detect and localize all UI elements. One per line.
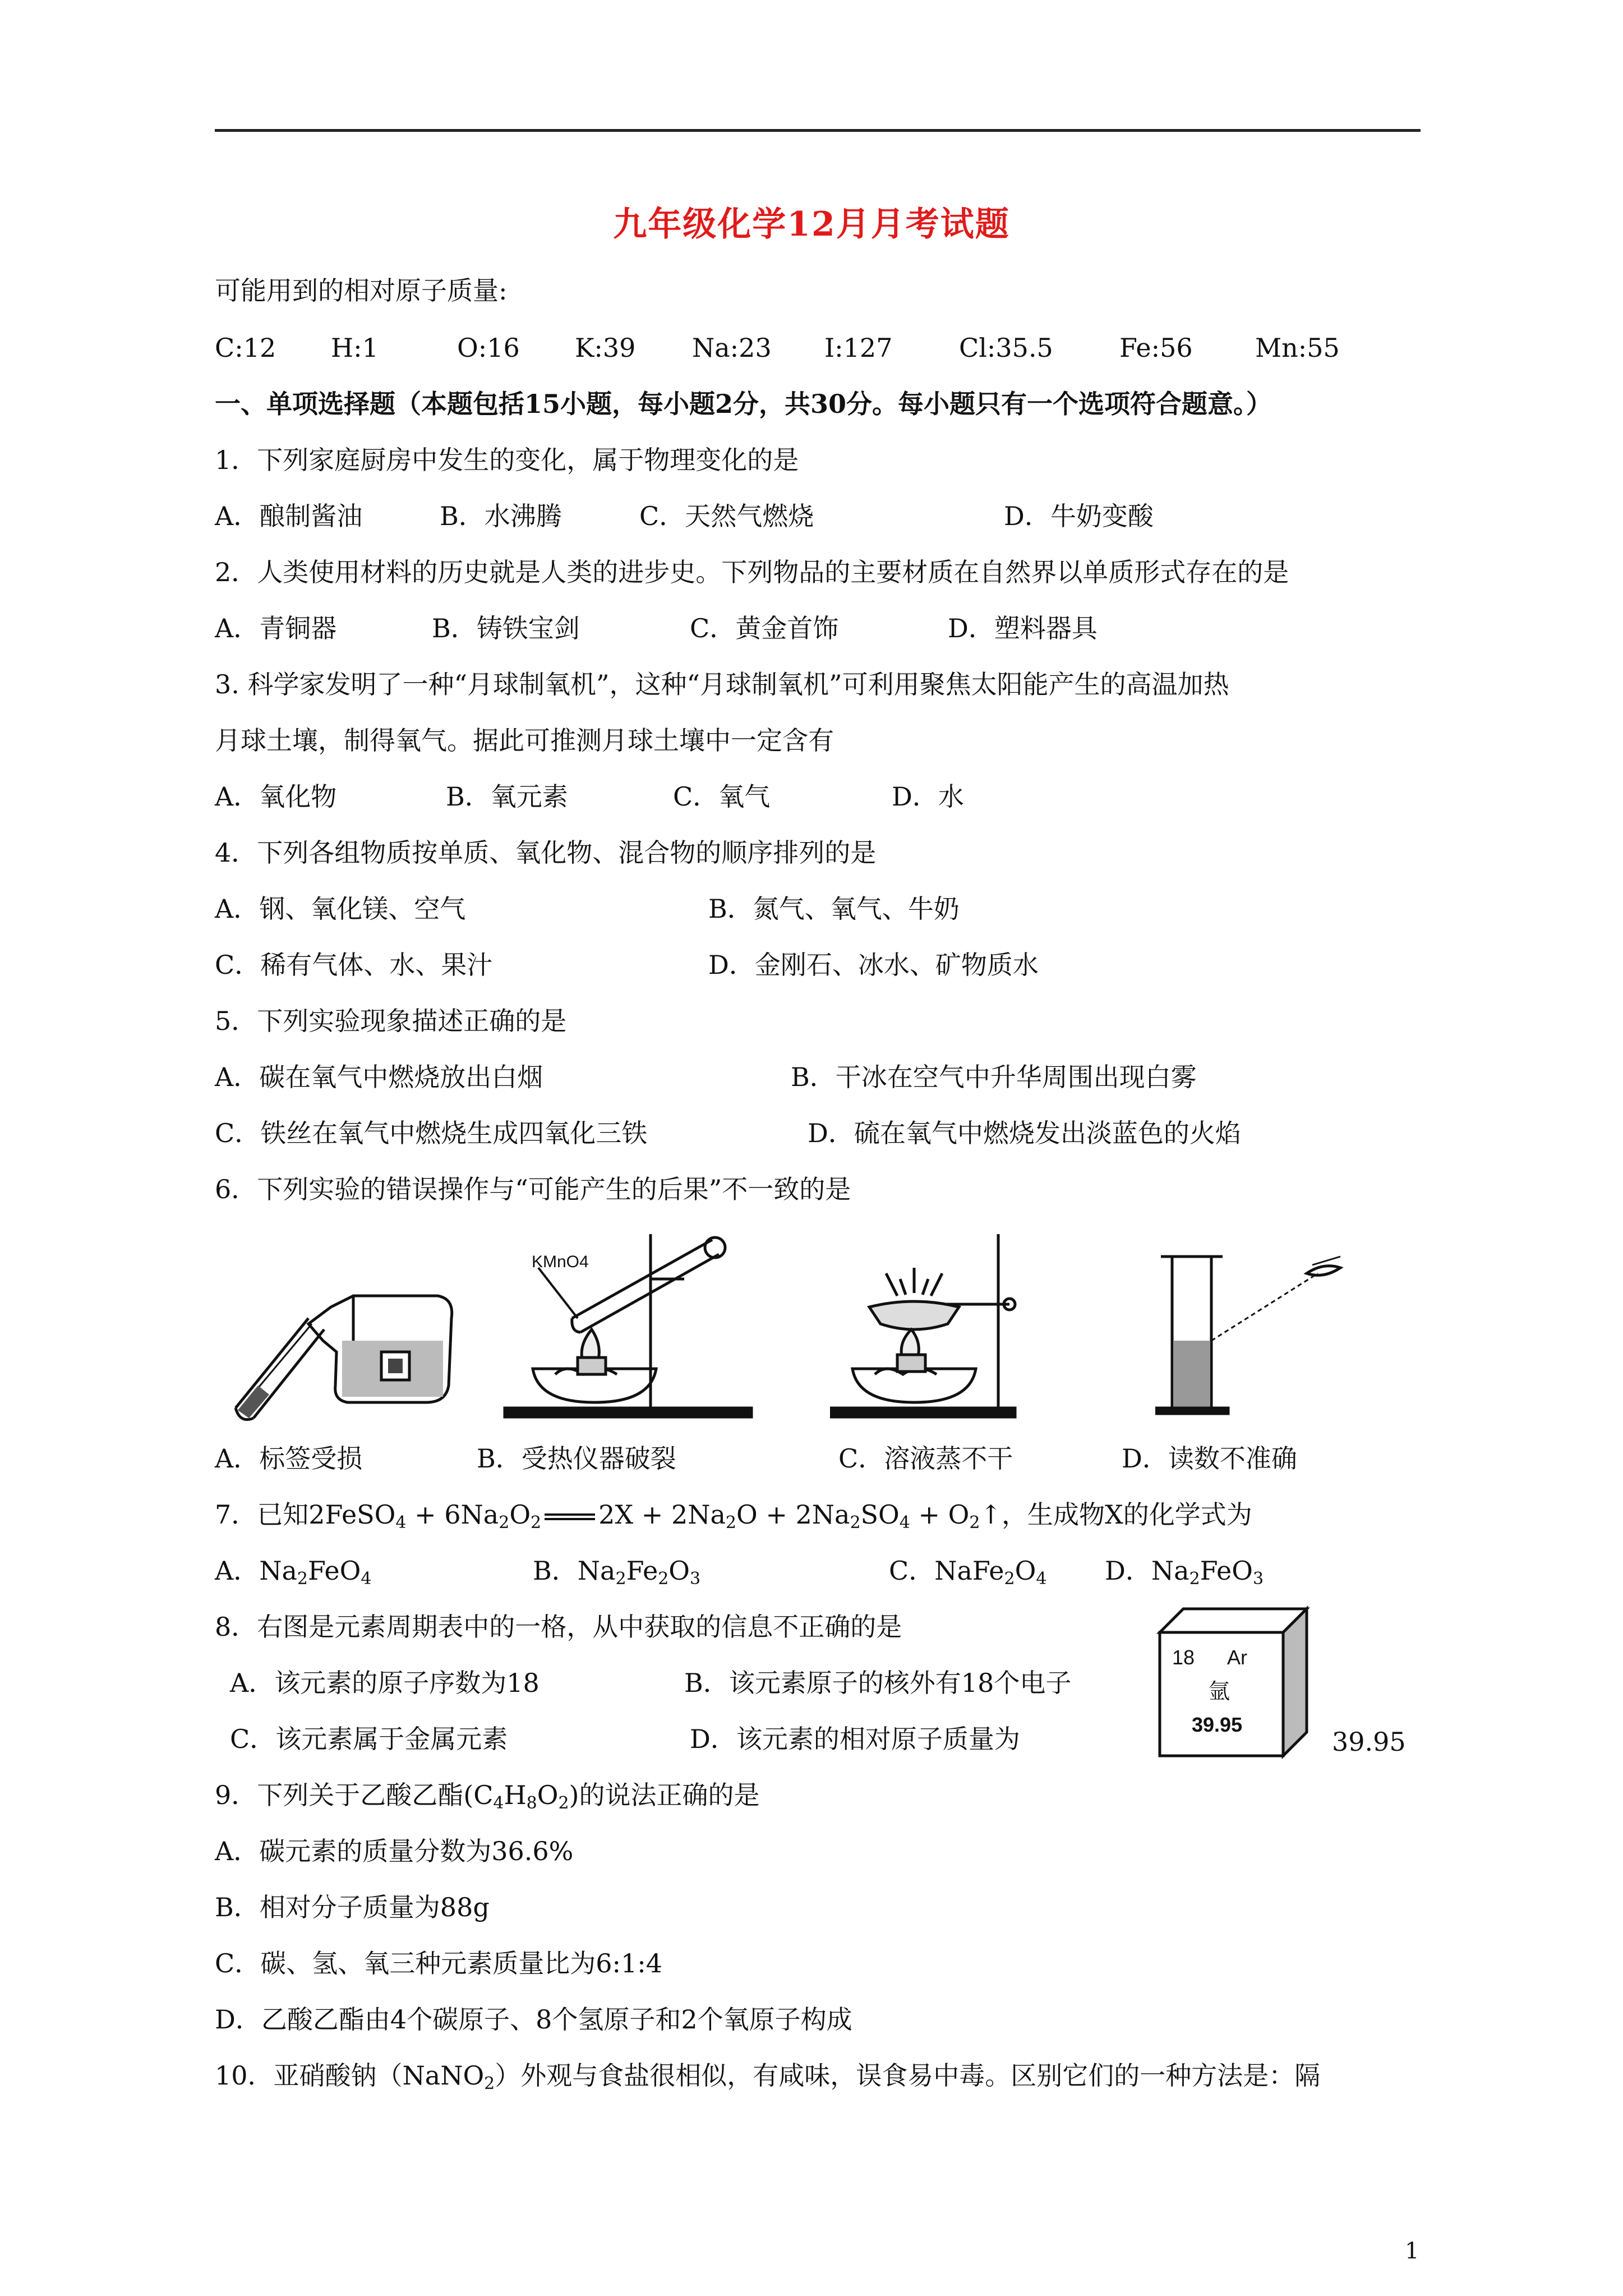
q1-stem: 1．下列家庭厨房中发生的变化，属于物理变化的是 (215, 445, 799, 475)
q7-subscript: 2 (969, 1513, 980, 1533)
mass-h: H:1 (331, 333, 379, 363)
q7-a-text: FeO (308, 1556, 361, 1586)
q4-option-d: D．金刚石、冰水、矿物质水 (708, 950, 1039, 980)
q9-formula: C (473, 1780, 494, 1810)
mass-cl: Cl:35.5 (959, 333, 1053, 363)
q7-option-b (533, 1554, 700, 1588)
q2-option-c: C．黄金首饰 (690, 613, 839, 643)
q7-b-text: Fe (626, 1556, 658, 1586)
page-title: 九年级化学12月月考试题 (613, 205, 1010, 244)
q7-b-subscript: 2 (658, 1569, 669, 1589)
figure-a-pouring (213, 1273, 471, 1425)
q5-option-b: B．干冰在空气中升华周围出现白雾 (791, 1062, 1197, 1092)
q6-option-b: B．受热仪器破裂 (477, 1443, 676, 1474)
q3-option-d: D．水 (892, 781, 964, 812)
q7-c-text: C．NaFe (889, 1556, 1004, 1586)
q9-option-b: B．相对分子质量为88g (215, 1892, 490, 1922)
q6-option-a: A．标签受损 (215, 1443, 363, 1474)
q7-c-text: O (1015, 1556, 1036, 1586)
q7-option-c (889, 1554, 1046, 1588)
q9-stem (215, 1778, 760, 1812)
q7-b-text: B．Na (533, 1556, 616, 1586)
q7-formula-part: O (509, 1499, 531, 1530)
equals-sign-icon (545, 1511, 595, 1522)
q6-stem: 6．下列实验的错误操作与“可能产生的后果”不一致的是 (215, 1174, 851, 1204)
q1-option-d: D．牛奶变酸 (1004, 501, 1154, 531)
q7-b-subscript: 2 (615, 1569, 626, 1589)
q2-option-a: A．青铜器 (215, 613, 337, 643)
q3-option-a: A．氧化物 (215, 781, 337, 812)
q10-stem-prefix: 10．亚硝酸钠（NaNO (215, 2060, 485, 2091)
q8-stem: 8．右图是元素周期表中的一格，从中获取的信息不正确的是 (215, 1612, 902, 1642)
q9-option-c: C．碳、氢、氧三种元素质量比为6:1:4 (215, 1948, 662, 1978)
q10-stem (215, 2059, 1320, 2092)
mass-c: C:12 (215, 333, 276, 363)
q9-stem-prefix: 9．下列关于乙酸乙酯( (215, 1780, 474, 1810)
q4-option-a: A．钢、氧化镁、空气 (215, 894, 466, 924)
figure-b-heating-tube (499, 1223, 763, 1430)
q6-option-c: C．溶液蒸不干 (838, 1443, 1013, 1474)
q4-option-c: C．稀有气体、水、果汁 (215, 950, 493, 980)
page-number: 1 (1405, 2238, 1419, 2264)
q6-option-d: D．读数不准确 (1122, 1443, 1297, 1474)
q5-option-c: C．铁丝在氧气中燃烧生成四氧化三铁 (215, 1118, 648, 1148)
cell-name: 氩 (1209, 1679, 1230, 1704)
q8-option-b: B．该元素原子的核外有18个电子 (684, 1668, 1072, 1698)
q7-c-subscript: 2 (1004, 1569, 1015, 1589)
q7-subscript: 4 (395, 1513, 407, 1533)
q7-stem-prefix: 7．已知 (215, 1499, 309, 1530)
q3-stem-line1: 3. 科学家发明了一种“月球制氧机”，这种“月球制氧机”可利用聚焦太阳能产生的高温加热 (215, 669, 1229, 700)
q5-stem: 5．下列实验现象描述正确的是 (215, 1006, 567, 1036)
figure-b-label: KMnO4 (532, 1253, 589, 1271)
q3-option-c: C．氧气 (673, 781, 771, 812)
q1-option-a: A．酿制酱油 (215, 501, 363, 531)
q2-option-d: D．塑料器具 (948, 613, 1098, 643)
q7-option-d (1105, 1554, 1264, 1588)
q10-stem-suffix: ）外观与食盐很相似，有咸味，误食易中毒。区别它们的一种方法是：隔 (495, 2060, 1321, 2091)
q9-subscript: 8 (526, 1793, 537, 1813)
q7-formula-part: SO (860, 1499, 900, 1530)
q7-a-text: A．Na (215, 1556, 297, 1586)
q7-c-subscript: 4 (1036, 1569, 1047, 1589)
q4-stem: 4．下列各组物质按单质、氧化物、混合物的顺序排列的是 (215, 838, 877, 868)
q1-option-b: B．水沸腾 (440, 501, 562, 531)
q3-stem-line2: 月球土壤，制得氧气。据此可推测月球土壤中一定含有 (215, 725, 834, 756)
header-rule (215, 129, 1421, 132)
q7-stem (215, 1498, 1252, 1531)
mass-i: I:127 (824, 333, 893, 363)
q9-formula: H (504, 1780, 527, 1810)
q9-stem-suffix: )的说法正确的是 (569, 1780, 760, 1810)
cell-mass: 39.95 (1192, 1713, 1243, 1736)
cell-symbol: Ar (1227, 1646, 1247, 1669)
q7-a-subscript: 2 (297, 1569, 308, 1589)
q7-subscript: 4 (899, 1513, 910, 1533)
section-heading: 一、单项选择题（本题包括15小题，每小题2分，共30分。每小题只有一个选项符合题意。） (215, 389, 1272, 419)
q7-subscript: 2 (531, 1513, 542, 1533)
q4-option-b: B．氮气、氧气、牛奶 (708, 894, 960, 924)
q7-formula-part: O + 2Na (736, 1499, 850, 1530)
q7-subscript: 2 (850, 1513, 861, 1533)
mass-mn: Mn:55 (1255, 333, 1340, 363)
mass-k: K:39 (575, 333, 636, 363)
q9-option-d: D．乙酸乙酯由4个碳原子、8个氢原子和2个氧原子构成 (215, 2004, 852, 2035)
q5-option-a: A．碳在氧气中燃烧放出白烟 (215, 1062, 543, 1092)
q8-option-c: C．该元素属于金属元素 (230, 1724, 508, 1754)
q7-formula-part: 2FeSO (308, 1499, 396, 1530)
q9-formula: O (537, 1780, 559, 1810)
q5-option-d: D．硫在氧气中燃烧发出淡蓝色的火焰 (808, 1118, 1241, 1148)
q9-subscript: 2 (558, 1793, 569, 1813)
mass-fe: Fe:56 (1119, 333, 1193, 363)
mass-na: Na:23 (692, 333, 772, 363)
q7-d-text: FeO (1200, 1556, 1253, 1586)
q7-formula-part: 2X + 2Na (598, 1499, 726, 1530)
q7-b-subscript: 3 (690, 1569, 701, 1589)
q7-subscript: 2 (725, 1513, 736, 1533)
intro-text: 可能用到的相对原子质量: (215, 275, 508, 306)
q7-d-subscript: 3 (1253, 1569, 1264, 1589)
q8-option-d-value: 39.95 (1332, 1727, 1406, 1757)
q10-subscript: 2 (484, 2074, 495, 2093)
q2-option-b: B．铸铁宝剑 (432, 613, 580, 643)
q9-subscript: 4 (493, 1793, 504, 1813)
q1-option-c: C．天然气燃烧 (639, 501, 814, 531)
q8-option-d: D．该元素的相对原子质量为 (690, 1724, 1020, 1754)
figure-d-cylinder (1155, 1234, 1357, 1425)
q2-stem: 2．人类使用材料的历史就是人类的进步史。下列物品的主要材质在自然界以单质形式存在的是 (215, 557, 1289, 587)
q7-stem-suffix: ↑，生成物X的化学式为 (980, 1499, 1252, 1530)
q7-subscript: 2 (499, 1513, 510, 1533)
q7-option-a (215, 1554, 371, 1588)
q7-formula-part: + 6Na (406, 1499, 499, 1530)
q7-formula-part: + O (910, 1499, 970, 1530)
mass-o: O:16 (457, 333, 520, 363)
q9-option-a: A．碳元素的质量分数为36.6% (215, 1836, 574, 1866)
figure-c-evaporation (830, 1223, 1043, 1430)
q7-b-text: O (668, 1556, 690, 1586)
q7-d-text: D．Na (1105, 1556, 1189, 1586)
cell-atomic-number: 18 (1172, 1646, 1195, 1669)
q8-option-a: A．该元素的原子序数为18 (230, 1668, 540, 1698)
q3-option-b: B．氧元素 (446, 781, 568, 812)
q7-d-subscript: 2 (1189, 1569, 1200, 1589)
q7-a-subscript: 4 (361, 1569, 372, 1589)
